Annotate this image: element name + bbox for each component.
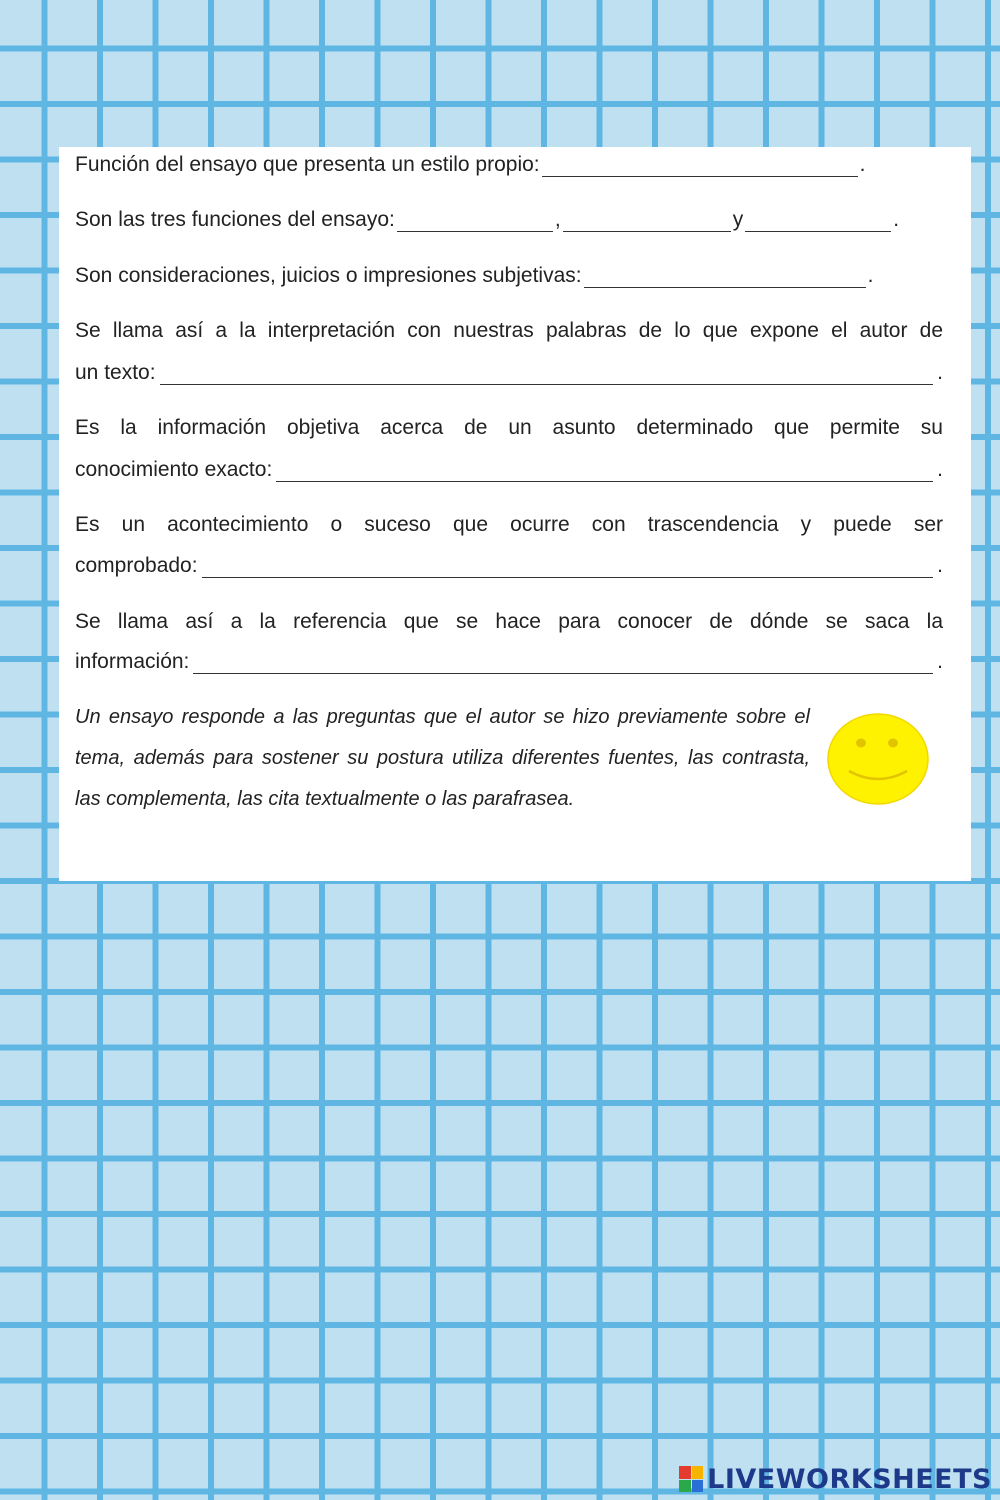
worksheet-card [59,147,971,881]
question-6-text: comprobado: [75,554,198,577]
answer-blank-4[interactable] [160,366,934,385]
question-7-text: información: [75,650,190,673]
question-6-line-2: comprobado: . [75,554,943,577]
question-2-text: Son las tres funciones del ensayo: [75,208,395,231]
answer-blank-7[interactable] [193,655,933,674]
question-1: Función del ensayo que presenta un estilo propio: . [75,153,866,176]
question-7-line-2: información: . [75,650,943,673]
question-3: Son consideraciones, juicios o impresiones subjetivas: . [75,264,874,287]
question-5-line-2: conocimiento exacto: . [75,458,943,481]
brand-footer[interactable] [679,1462,992,1496]
answer-blank-2a[interactable] [397,213,553,232]
question-4-text: un texto: [75,361,156,384]
answer-blank-3[interactable] [584,269,866,288]
question-2: Son las tres funciones del ensayo: , y . [75,208,900,231]
answer-blank-2c[interactable] [745,213,891,232]
question-5-line-1: Es la información objetiva acerca de un asunto determinado que permite su [75,416,943,439]
liveworksheets-logo-icon [679,1466,703,1492]
answer-blank-6[interactable] [202,559,934,578]
question-6-line-1: Es un acontecimiento o suceso que ocurre con trascendencia y puede ser [75,513,943,536]
brand-name: LIVEWORKSHEETS [707,1463,992,1495]
smiley-face-icon [827,713,929,805]
answer-blank-1[interactable] [542,158,858,177]
question-4-line-1: Se llama así a la interpretación con nuestras palabras de lo que expone el autor de [75,319,943,342]
question-1-text: Función del ensayo que presenta un estilo propio: [75,153,540,176]
answer-blank-5[interactable] [276,463,933,482]
question-7-line-1: Se llama así a la referencia que se hace para conocer de dónde se saca la [75,610,943,633]
question-3-text: Son consideraciones, juicios o impresiones subjetivas: [75,264,582,287]
question-5-text: conocimiento exacto: [75,458,273,481]
answer-blank-2b[interactable] [563,213,731,232]
question-4-line-2: un texto: . [75,361,943,384]
essay-note: Un ensayo responde a las preguntas que el autor se hizo previamente sobre el tema, además para sostener su postura utiliza diferentes fuentes, las contrasta, las complementa, las cita textualmente o las parafrasea. [75,706,810,810]
